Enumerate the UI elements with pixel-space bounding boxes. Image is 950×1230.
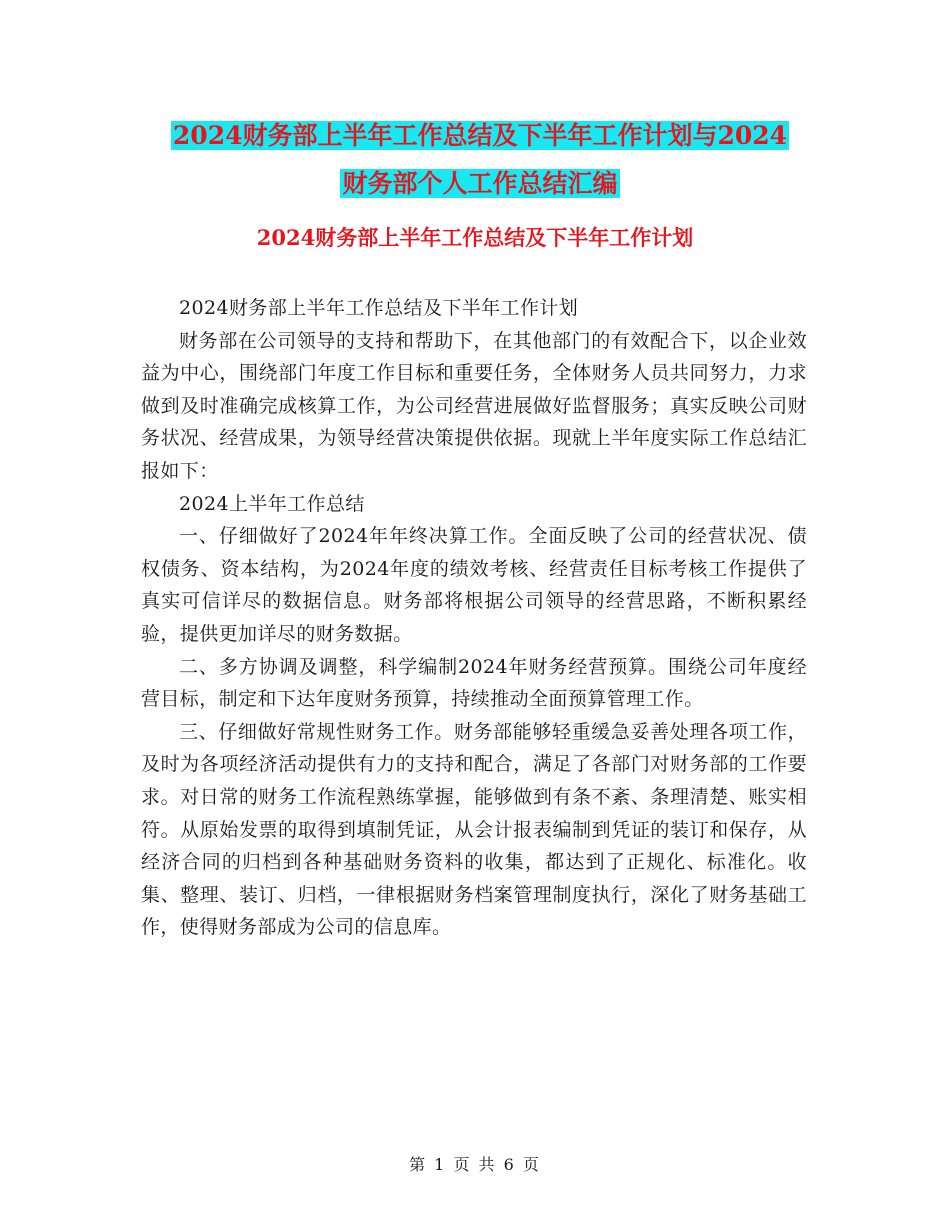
document-title (140, 112, 820, 208)
paragraph-item-3: 三、仔细做好常规性财务工作。财务部能够轻重缓急妥善处理各项工作，及时为各项经济活动提供有力的支持和配合，满足了各部门对财务部的工作要求。对日常的财务工作流程熟练掌握，能够做到有条不紊、条理清楚、账实相符。从原始发票的取得到填制凭证，从会计报表编制到凭证的装订和保存，从经济合同的归档到各种基础财务资料的收集，都达到了正规化、标准化。收集、整理、装订、归档，一律根据财务档案管理制度执行，深化了财务基础工作，使得财务部成为公司的信息库。 (141, 720, 807, 939)
document-title-line1: 2024财务部上半年工作总结及下半年工作计划与2024 (172, 121, 788, 150)
paragraph-summary-heading: 2024上半年工作总结 (179, 492, 365, 515)
document-title-line2: 财务部个人工作总结汇编 (342, 169, 618, 198)
paragraph-item-2: 二、多方协调及调整，科学编制2024年财务经营预算。围绕公司年度经营目标，制定和下达年度财务预算，持续推动全面预算管理工作。 (141, 655, 807, 711)
paragraph-item-1: 一、仔细做好了2024年年终决算工作。全面反映了公司的经营状况、债权债务、资本结构，为2024年度的绩效考核、经营责任目标考核工作提供了真实可信详尽的数据信息。财务部将根据公司领导的经营思路，不断积累经验，提供更加详尽的财务数据。 (141, 525, 807, 645)
document-body (141, 292, 807, 944)
paragraph-subtitle: 2024财务部上半年工作总结及下半年工作计划 (179, 297, 579, 319)
paragraph-intro: 财务部在公司领导的支持和帮助下，在其他部门的有效配合下，以企业效益为中心，围绕部门年度工作目标和重要任务，全体财务人员共同努力，力求做到及时准确完成核算工作，为公司经营进展做好监督服务；真实反映公司财务状况、经营成果，为领导经营决策提供依据。现就上半年度实际工作总结汇报如下： (141, 329, 807, 482)
section-title: 2024财务部上半年工作总结及下半年工作计划 (256, 225, 694, 250)
page-footer: 第 1 页 共 6 页 (409, 1155, 541, 1174)
